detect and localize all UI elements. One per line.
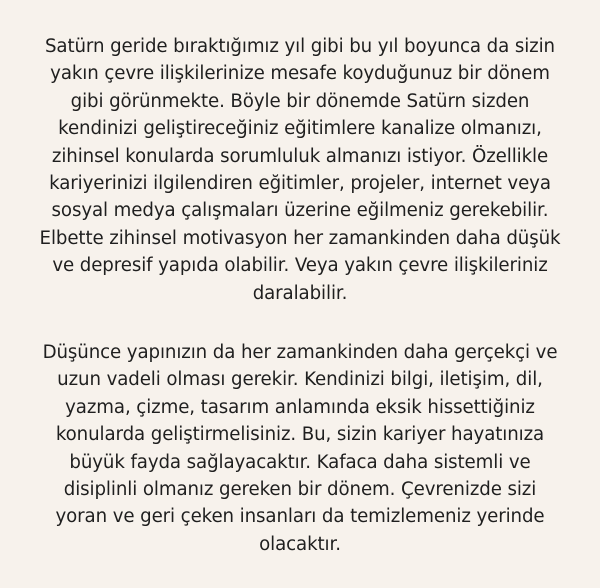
text-line: Elbette zihinsel motivasyon her zamankinden daha düşük (39, 227, 561, 249)
text-line: sosyal medya çalışmaları üzerine eğilmeniz gerekebilir. (51, 200, 549, 222)
text-line: gibi görünmekte. Böyle bir dönemde Satürn sizden (70, 90, 530, 112)
text-line: uzun vadeli olması gerekir. Kendinizi bilgi, iletişim, dil, (57, 369, 543, 391)
text-line: ve depresif yapıda olabilir. Veya yakın çevre ilişkileriniz (52, 255, 548, 277)
text-line: disiplinli olmanız gereken bir dönem. Çevrenizde sizi (63, 478, 537, 500)
text-line: yoran ve geri çeken insanları da temizlemeniz yerinde (55, 506, 545, 528)
text-line: kariyerinizi ilgilendiren eğitimler, projeler, internet veya (49, 172, 551, 194)
text-line: büyük fayda sağlayacaktır. Kafaca daha sistemli ve (69, 451, 531, 473)
text-line: zihinsel konularda sorumluluk almanızı istiyor. Özellikle (51, 145, 549, 167)
text-line: Satürn geride bıraktığımız yıl gibi bu yıl boyunca da sizin (44, 36, 555, 57)
text-line: daralabilir. (252, 282, 348, 304)
text-line: olacaktır. (259, 533, 341, 555)
text-line: konularda geliştirmelisiniz. Bu, sizin kariyer hayatınıza (55, 424, 545, 446)
text-line: Düşünce yapınızın da her zamankinden daha gerçekçi ve (42, 342, 558, 363)
paragraph-1 (0, 33, 600, 307)
paragraph-2 (0, 339, 600, 558)
text-line: kendinizi geliştireceğiniz eğitimlere kanalize olmanızı, (58, 118, 542, 140)
text-line: yazma, çizme, tasarım anlamında eksik hissettiğiniz (65, 396, 535, 418)
text-line: yakın çevre ilişkilerinize mesafe koyduğunuz bir dönem (50, 63, 550, 85)
